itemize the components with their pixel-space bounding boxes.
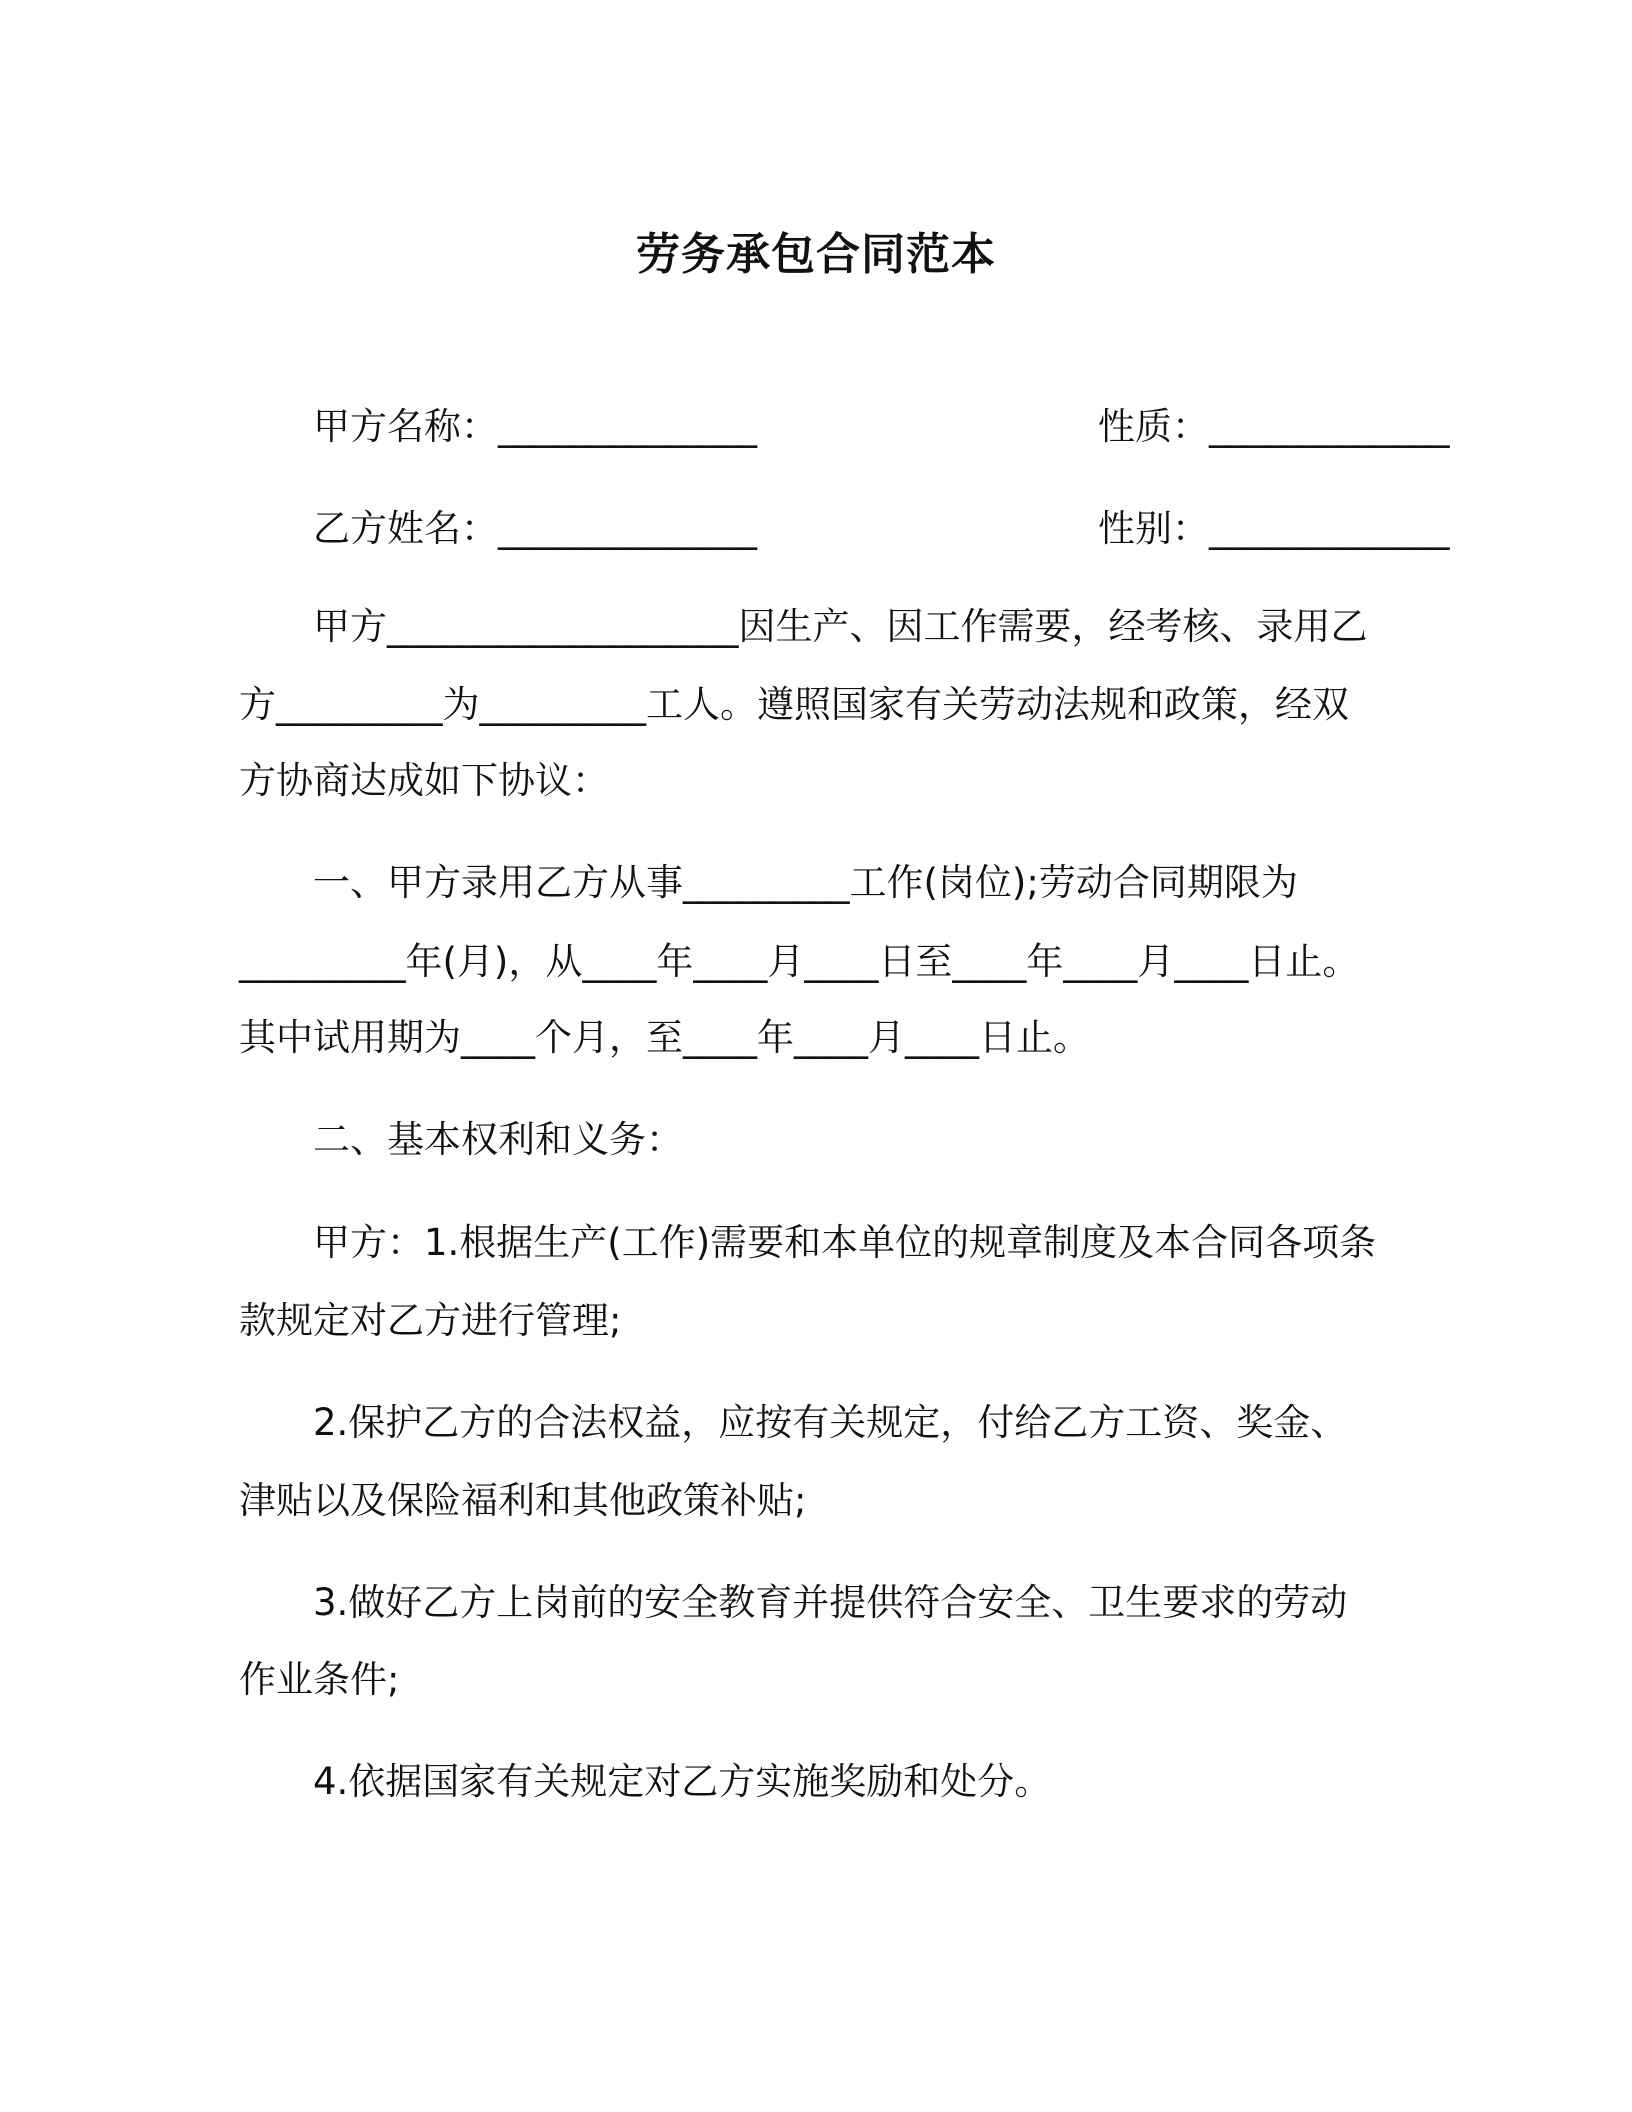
paragraph-line: 作业条件; [239, 1658, 400, 1701]
paragraph-line: 3.做好乙方上岗前的安全教育并提供符合安全、卫生要求的劳动 [313, 1581, 1348, 1624]
clause-one-line: _________年(月)，从____年____月____日至____年____月____日止。 [239, 940, 1360, 983]
paragraph-line: 款规定对乙方进行管理; [239, 1299, 622, 1342]
clause-one-line: 其中试用期为____个月，至____年____月____日止。 [239, 1016, 1090, 1059]
paragraph-line: 2.保护乙方的合法权益，应按有关规定，付给乙方工资、奖金、 [313, 1401, 1348, 1444]
document-title: 劳务承包合同范本 [636, 229, 996, 280]
paragraph-line: 方_________为_________工人。遵照国家有关劳动法规和政策，经双 [239, 683, 1349, 726]
paragraph-line: 津贴以及保险福利和其他政策补贴; [239, 1479, 807, 1522]
paragraph-line: 方协商达成如下协议： [239, 759, 609, 802]
clause-one-line: 一、甲方录用乙方从事_________工作(岗位);劳动合同期限为 [313, 861, 1298, 904]
paragraph-line: 4.依据国家有关规定对乙方实施奖励和处分。 [313, 1760, 1052, 1803]
gender-field: 性别：_____________ [1098, 507, 1450, 550]
paragraph-line: 甲方：1.根据生产(工作)需要和本单位的规章制度及本合同各项条 [313, 1221, 1377, 1264]
party-a-name-field: 甲方名称：______________ [313, 405, 757, 448]
field-row-party-b [313, 504, 1450, 554]
party-b-name-field: 乙方姓名：______________ [313, 507, 757, 550]
paragraph-line: 甲方___________________因生产、因工作需要，经考核、录用乙 [313, 605, 1368, 648]
field-row-party-a [313, 402, 1450, 452]
section-heading: 二、基本权利和义务： [313, 1118, 683, 1161]
nature-field: 性质：_____________ [1098, 405, 1450, 448]
